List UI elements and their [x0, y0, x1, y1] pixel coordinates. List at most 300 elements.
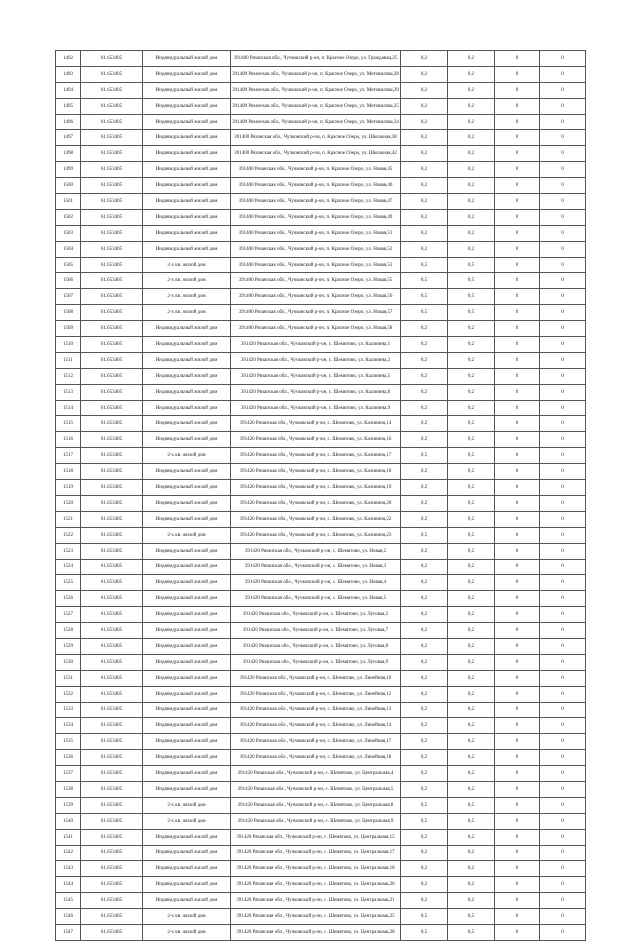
row-number-cell: 1496: [56, 114, 81, 130]
value-3-cell: 0: [495, 734, 540, 750]
value-4-cell: 0: [540, 480, 586, 496]
value-2-cell: 0,2: [448, 607, 495, 623]
value-1-cell: 0,2: [401, 877, 448, 893]
value-2-cell: 0,2: [448, 51, 495, 67]
cadastral-code-cell: 61.653405: [81, 670, 143, 686]
value-1-cell: 0,2: [401, 480, 448, 496]
cadastral-code-cell: 61.653405: [81, 82, 143, 98]
value-3-cell: 0: [495, 432, 540, 448]
value-4-cell: 0: [540, 321, 586, 337]
value-1-cell: 0,5: [401, 257, 448, 273]
building-type-cell: 2-х кв. жилой дом: [143, 797, 231, 813]
value-2-cell: 0,2: [448, 114, 495, 130]
value-2-cell: 0,2: [448, 432, 495, 448]
address-cell: 391400 Рязанская обл., Чучковский р-он, п. Красное Озеро, ул. Новая,51: [231, 225, 401, 241]
table-row: [56, 448, 586, 464]
value-4-cell: 0: [540, 66, 586, 82]
value-1-cell: 0,2: [401, 591, 448, 607]
building-type-cell: 2-х кв. жилой дом: [143, 273, 231, 289]
cadastral-code-cell: 61.653405: [81, 813, 143, 829]
address-cell: 391400 Рязанская обл., Чучковский р-он, п. Красное Озеро, ул. Мотовилова,28: [231, 66, 401, 82]
value-4-cell: 0: [540, 718, 586, 734]
value-3-cell: 0: [495, 289, 540, 305]
building-type-cell: 2-х кв. жилой дом: [143, 924, 231, 940]
row-number-cell: 1534: [56, 718, 81, 734]
row-number-cell: 1511: [56, 352, 81, 368]
value-2-cell: 0,2: [448, 511, 495, 527]
cadastral-code-cell: 61.653405: [81, 305, 143, 321]
table-row: [56, 829, 586, 845]
building-type-cell: Индивидуальный жилой дом: [143, 766, 231, 782]
table-row: [56, 464, 586, 480]
table-row: [56, 511, 586, 527]
table-row: [56, 257, 586, 273]
building-type-cell: 2-х кв. жилой дом: [143, 289, 231, 305]
row-number-cell: 1543: [56, 861, 81, 877]
table-row: [56, 718, 586, 734]
cadastral-code-cell: 61.653405: [81, 623, 143, 639]
value-2-cell: 0,2: [448, 337, 495, 353]
address-cell: 391400 Рязанская обл., Чучковский р-он, п. Красное Озеро, ул. Мотовилова,35: [231, 98, 401, 114]
cadastral-code-cell: 61.653405: [81, 766, 143, 782]
value-3-cell: 0: [495, 209, 540, 225]
value-4-cell: 0: [540, 781, 586, 797]
value-4-cell: 0: [540, 543, 586, 559]
value-1-cell: 0,2: [401, 146, 448, 162]
value-4-cell: 0: [540, 495, 586, 511]
value-1-cell: 0,2: [401, 130, 448, 146]
cadastral-code-cell: 61.653405: [81, 225, 143, 241]
address-cell: 391420 Рязанская обл., Чучковский р-он, с. Шемятово, ул. Новая,4: [231, 575, 401, 591]
cadastral-code-cell: 61.653405: [81, 702, 143, 718]
row-number-cell: 1540: [56, 813, 81, 829]
address-cell: 391420 Рязанская обл., Чучковский р-он, с. Шемятово, ул. Калинина,20: [231, 495, 401, 511]
address-cell: 391420 Рязанская обл., Чучковский р-он, с. Шемятово, ул. Новая,2: [231, 543, 401, 559]
address-cell: 391420 Рязанская обл., Чучковский р-он, с. Шемятово, ул. Калинина,1: [231, 337, 401, 353]
value-1-cell: 0,2: [401, 194, 448, 210]
value-1-cell: 0,2: [401, 511, 448, 527]
value-4-cell: 0: [540, 416, 586, 432]
building-type-cell: Индивидуальный жилой дом: [143, 114, 231, 130]
row-number-cell: 1516: [56, 432, 81, 448]
value-4-cell: 0: [540, 845, 586, 861]
value-3-cell: 0: [495, 750, 540, 766]
cadastral-code-cell: 61.653405: [81, 432, 143, 448]
value-3-cell: 0: [495, 638, 540, 654]
row-number-cell: 1538: [56, 781, 81, 797]
table-row: [56, 527, 586, 543]
address-cell: 391420 Рязанская обл., Чучковский р-он, с. Шемятово, ул. Калинина,16: [231, 432, 401, 448]
row-number-cell: 1520: [56, 495, 81, 511]
value-2-cell: 0,2: [448, 384, 495, 400]
value-1-cell: 0,2: [401, 654, 448, 670]
value-1-cell: 0,2: [401, 384, 448, 400]
value-1-cell: 0,2: [401, 416, 448, 432]
cadastral-code-cell: 61.653405: [81, 877, 143, 893]
value-2-cell: 0,2: [448, 591, 495, 607]
address-cell: 391420 Рязанская обл., Чучковский р-он, с. Шемятово, ул. Калинина,18: [231, 464, 401, 480]
table-row: [56, 114, 586, 130]
row-number-cell: 1526: [56, 591, 81, 607]
value-3-cell: 0: [495, 893, 540, 909]
value-2-cell: 0,2: [448, 877, 495, 893]
value-4-cell: 0: [540, 829, 586, 845]
value-1-cell: 0,5: [401, 289, 448, 305]
building-type-cell: Индивидуальный жилой дом: [143, 877, 231, 893]
address-cell: 391420 Рязанская обл., Чучковский р-он, с. Шемятово, ул. Луговая,8: [231, 638, 401, 654]
value-2-cell: 0,2: [448, 543, 495, 559]
row-number-cell: 1523: [56, 543, 81, 559]
row-number-cell: 1512: [56, 368, 81, 384]
value-2-cell: 0,2: [448, 352, 495, 368]
row-number-cell: 1501: [56, 194, 81, 210]
address-cell: 391400 Рязанская обл., Чучковский р-он, п. Красное Озеро, ул. Новая,57: [231, 305, 401, 321]
cadastral-code-cell: 61.653405: [81, 321, 143, 337]
value-2-cell: 0,2: [448, 718, 495, 734]
cadastral-code-cell: 61.653405: [81, 734, 143, 750]
value-4-cell: 0: [540, 909, 586, 925]
value-2-cell: 0,2: [448, 495, 495, 511]
value-1-cell: 0,2: [401, 368, 448, 384]
cadastral-code-cell: 61.653405: [81, 845, 143, 861]
building-type-cell: Индивидуальный жилой дом: [143, 51, 231, 67]
value-1-cell: 0,2: [401, 337, 448, 353]
building-type-cell: Индивидуальный жилой дом: [143, 495, 231, 511]
building-type-cell: 2-х кв. жилой дом: [143, 257, 231, 273]
table-row: [56, 273, 586, 289]
value-3-cell: 0: [495, 416, 540, 432]
address-cell: 391420 Рязанская обл., Чучковский р-он, с. Шемятово, ул. Новая,3: [231, 559, 401, 575]
value-2-cell: 0,5: [448, 305, 495, 321]
building-type-cell: Индивидуальный жилой дом: [143, 861, 231, 877]
table-row: [56, 654, 586, 670]
table-row: [56, 591, 586, 607]
building-type-cell: Индивидуальный жилой дом: [143, 702, 231, 718]
table-row: [56, 352, 586, 368]
address-cell: 391400 Рязанская обл., Чучковский р-он, п. Красное Озеро, ул. Новая,47: [231, 194, 401, 210]
address-cell: 391420 Рязанская обл., Чучковский р-он, с. Шемятово, ул. Линейная,13: [231, 702, 401, 718]
cadastral-code-cell: 61.653405: [81, 924, 143, 940]
table-row: [56, 146, 586, 162]
address-cell: 391420 Рязанская обл., Чучковский р-он, с. Шемятово, ул. Калинина,22: [231, 511, 401, 527]
cadastral-code-cell: 61.653405: [81, 448, 143, 464]
building-type-cell: Индивидуальный жилой дом: [143, 607, 231, 623]
value-1-cell: 0,2: [401, 241, 448, 257]
row-number-cell: 1502: [56, 209, 81, 225]
building-type-cell: Индивидуальный жилой дом: [143, 368, 231, 384]
value-4-cell: 0: [540, 861, 586, 877]
value-2-cell: 0,2: [448, 829, 495, 845]
building-type-cell: Индивидуальный жилой дом: [143, 781, 231, 797]
table-row: [56, 893, 586, 909]
value-1-cell: 0,5: [401, 448, 448, 464]
address-cell: 391420 Рязанская обл., Чучковский р-он, с. Шемятово, ул. Калинина,23: [231, 527, 401, 543]
value-2-cell: 0,5: [448, 448, 495, 464]
row-number-cell: 1508: [56, 305, 81, 321]
address-cell: 391420 Рязанская обл., Чучковский р-он, с. Шемятово, ул. Линейная,10: [231, 670, 401, 686]
value-2-cell: 0,2: [448, 209, 495, 225]
table-row: [56, 638, 586, 654]
document-page: [55, 50, 585, 941]
building-type-cell: Индивидуальный жилой дом: [143, 241, 231, 257]
value-1-cell: 0,2: [401, 51, 448, 67]
value-4-cell: 0: [540, 257, 586, 273]
cadastral-code-cell: 61.653405: [81, 654, 143, 670]
value-3-cell: 0: [495, 337, 540, 353]
value-2-cell: 0,2: [448, 480, 495, 496]
value-4-cell: 0: [540, 337, 586, 353]
value-3-cell: 0: [495, 241, 540, 257]
building-type-cell: Индивидуальный жилой дом: [143, 337, 231, 353]
value-4-cell: 0: [540, 924, 586, 940]
value-1-cell: 0,2: [401, 623, 448, 639]
cadastral-code-cell: 61.653405: [81, 797, 143, 813]
row-number-cell: 1533: [56, 702, 81, 718]
cadastral-code-cell: 61.653405: [81, 130, 143, 146]
row-number-cell: 1541: [56, 829, 81, 845]
value-1-cell: 0,5: [401, 305, 448, 321]
cadastral-code-cell: 61.653405: [81, 289, 143, 305]
table-row: [56, 797, 586, 813]
value-3-cell: 0: [495, 130, 540, 146]
cadastral-code-cell: 61.653405: [81, 511, 143, 527]
value-2-cell: 0,2: [448, 734, 495, 750]
value-1-cell: 0,2: [401, 178, 448, 194]
table-row: [56, 209, 586, 225]
table-row: [56, 225, 586, 241]
cadastral-code-cell: 61.653405: [81, 861, 143, 877]
building-type-cell: Индивидуальный жилой дом: [143, 225, 231, 241]
address-cell: 391420 Рязанская обл., Чучковский р-он, с. Шемятово, ул. Линейная,14: [231, 718, 401, 734]
value-4-cell: 0: [540, 702, 586, 718]
value-3-cell: 0: [495, 384, 540, 400]
row-number-cell: 1514: [56, 400, 81, 416]
value-2-cell: 0,5: [448, 924, 495, 940]
row-number-cell: 1503: [56, 225, 81, 241]
row-number-cell: 1544: [56, 877, 81, 893]
cadastral-code-cell: 61.653405: [81, 829, 143, 845]
building-type-cell: Индивидуальный жилой дом: [143, 893, 231, 909]
building-type-cell: Индивидуальный жилой дом: [143, 321, 231, 337]
value-3-cell: 0: [495, 146, 540, 162]
value-3-cell: 0: [495, 352, 540, 368]
value-3-cell: 0: [495, 527, 540, 543]
row-number-cell: 1519: [56, 480, 81, 496]
value-4-cell: 0: [540, 877, 586, 893]
row-number-cell: 1522: [56, 527, 81, 543]
value-2-cell: 0,5: [448, 527, 495, 543]
value-4-cell: 0: [540, 638, 586, 654]
table-row: [56, 623, 586, 639]
value-3-cell: 0: [495, 623, 540, 639]
value-3-cell: 0: [495, 924, 540, 940]
cadastral-code-cell: 61.653405: [81, 686, 143, 702]
value-3-cell: 0: [495, 607, 540, 623]
row-number-cell: 1498: [56, 146, 81, 162]
value-2-cell: 0,2: [448, 194, 495, 210]
value-3-cell: 0: [495, 114, 540, 130]
building-type-cell: Индивидуальный жилой дом: [143, 194, 231, 210]
table-row: [56, 432, 586, 448]
value-4-cell: 0: [540, 623, 586, 639]
value-2-cell: 0,2: [448, 130, 495, 146]
building-type-cell: Индивидуальный жилой дом: [143, 670, 231, 686]
value-3-cell: 0: [495, 686, 540, 702]
cadastral-code-cell: 61.653405: [81, 241, 143, 257]
address-cell: 391400 Рязанская обл., Чучковский р-он, п. Красное Озеро, ул. Новая,55: [231, 273, 401, 289]
value-2-cell: 0,2: [448, 146, 495, 162]
value-2-cell: 0,2: [448, 638, 495, 654]
value-4-cell: 0: [540, 178, 586, 194]
value-3-cell: 0: [495, 559, 540, 575]
table-row: [56, 607, 586, 623]
building-type-cell: Индивидуальный жилой дом: [143, 384, 231, 400]
value-4-cell: 0: [540, 766, 586, 782]
value-3-cell: 0: [495, 861, 540, 877]
cadastral-code-cell: 61.653405: [81, 527, 143, 543]
address-cell: 391420 Рязанская обл., Чучковский р-он, с. Шемятово, ул. Калинина,5: [231, 368, 401, 384]
address-cell: 391400 Рязанская обл., Чучковский р-он, п. Красное Озеро, ул. Новая,45: [231, 162, 401, 178]
value-2-cell: 0,2: [448, 98, 495, 114]
address-cell: 391400 Рязанская обл., Чучковский р-он, п. Красное Озеро, ул. Новая,58: [231, 321, 401, 337]
value-4-cell: 0: [540, 575, 586, 591]
value-3-cell: 0: [495, 51, 540, 67]
value-3-cell: 0: [495, 225, 540, 241]
building-type-cell: Индивидуальный жилой дом: [143, 750, 231, 766]
value-4-cell: 0: [540, 654, 586, 670]
value-4-cell: 0: [540, 114, 586, 130]
table-row: [56, 575, 586, 591]
address-cell: 391400 Рязанская обл., Чучковский р-он, п. Красное Озеро, ул. Гражданка,25: [231, 51, 401, 67]
row-number-cell: 1542: [56, 845, 81, 861]
row-number-cell: 1537: [56, 766, 81, 782]
address-cell: 391420 Рязанская обл., Чучковский р-он, с. Шемятово, ул. Центральная,15: [231, 829, 401, 845]
value-2-cell: 0,2: [448, 321, 495, 337]
value-4-cell: 0: [540, 511, 586, 527]
value-3-cell: 0: [495, 305, 540, 321]
value-2-cell: 0,5: [448, 289, 495, 305]
table-row: [56, 384, 586, 400]
cadastral-code-cell: 61.653405: [81, 51, 143, 67]
building-type-cell: Индивидуальный жилой дом: [143, 416, 231, 432]
building-type-cell: Индивидуальный жилой дом: [143, 543, 231, 559]
building-type-cell: Индивидуальный жилой дом: [143, 130, 231, 146]
cadastral-code-cell: 61.653405: [81, 66, 143, 82]
address-cell: 391400 Рязанская обл., Чучковский р-он, п. Красное Озеро, ул. Новая,56: [231, 289, 401, 305]
address-cell: 391400 Рязанская обл., Чучковский р-он, п. Красное Озеро, ул. Новая,52: [231, 241, 401, 257]
row-number-cell: 1539: [56, 797, 81, 813]
value-3-cell: 0: [495, 575, 540, 591]
address-cell: 391420 Рязанская обл., Чучковский р-он, с. Шемятово, ул. Центральная,18: [231, 861, 401, 877]
value-3-cell: 0: [495, 591, 540, 607]
building-type-cell: Индивидуальный жилой дом: [143, 623, 231, 639]
address-cell: 391420 Рязанская обл., Чучковский р-он, с. Шемятово, ул. Центральная,5: [231, 781, 401, 797]
value-3-cell: 0: [495, 654, 540, 670]
row-number-cell: 1494: [56, 82, 81, 98]
row-number-cell: 1536: [56, 750, 81, 766]
table-row: [56, 400, 586, 416]
value-4-cell: 0: [540, 591, 586, 607]
building-type-cell: Индивидуальный жилой дом: [143, 464, 231, 480]
value-3-cell: 0: [495, 797, 540, 813]
address-cell: 391400 Рязанская обл., Чучковский р-он, п. Красное Озеро, ул. Новая,46: [231, 178, 401, 194]
value-2-cell: 0,2: [448, 178, 495, 194]
value-3-cell: 0: [495, 909, 540, 925]
cadastral-code-cell: 61.653405: [81, 162, 143, 178]
cadastral-code-cell: 61.653405: [81, 591, 143, 607]
table-row: [56, 909, 586, 925]
row-number-cell: 1510: [56, 337, 81, 353]
cadastral-code-cell: 61.653405: [81, 209, 143, 225]
value-3-cell: 0: [495, 495, 540, 511]
value-3-cell: 0: [495, 781, 540, 797]
value-2-cell: 0,5: [448, 909, 495, 925]
value-4-cell: 0: [540, 797, 586, 813]
building-type-cell: Индивидуальный жилой дом: [143, 718, 231, 734]
value-3-cell: 0: [495, 321, 540, 337]
cadastral-code-cell: 61.653405: [81, 416, 143, 432]
value-4-cell: 0: [540, 670, 586, 686]
value-1-cell: 0,2: [401, 432, 448, 448]
value-3-cell: 0: [495, 178, 540, 194]
cadastral-code-cell: 61.653405: [81, 178, 143, 194]
row-number-cell: 1545: [56, 893, 81, 909]
value-1-cell: 0,2: [401, 114, 448, 130]
value-4-cell: 0: [540, 750, 586, 766]
value-4-cell: 0: [540, 98, 586, 114]
value-2-cell: 0,2: [448, 766, 495, 782]
row-number-cell: 1507: [56, 289, 81, 305]
building-type-cell: Индивидуальный жилой дом: [143, 400, 231, 416]
cadastral-code-cell: 61.653405: [81, 575, 143, 591]
value-1-cell: 0,2: [401, 670, 448, 686]
row-number-cell: 1528: [56, 623, 81, 639]
buildings-table: [55, 50, 586, 941]
value-1-cell: 0,2: [401, 766, 448, 782]
value-4-cell: 0: [540, 384, 586, 400]
table-row: [56, 813, 586, 829]
value-1-cell: 0,2: [401, 543, 448, 559]
value-3-cell: 0: [495, 162, 540, 178]
building-type-cell: Индивидуальный жилой дом: [143, 66, 231, 82]
cadastral-code-cell: 61.653405: [81, 194, 143, 210]
table-row: [56, 305, 586, 321]
cadastral-code-cell: 61.653405: [81, 257, 143, 273]
table-row: [56, 686, 586, 702]
building-type-cell: 2-х кв. жилой дом: [143, 527, 231, 543]
address-cell: 391420 Рязанская обл., Чучковский р-он, с. Шемятово, ул. Новая,5: [231, 591, 401, 607]
value-2-cell: 0,2: [448, 66, 495, 82]
address-cell: 391420 Рязанская обл., Чучковский р-он, с. Шемятово, ул. Центральная,4: [231, 766, 401, 782]
table-row: [56, 495, 586, 511]
value-4-cell: 0: [540, 813, 586, 829]
address-cell: 391420 Рязанская обл., Чучковский р-он, с. Шемятово, ул. Луговая,9: [231, 654, 401, 670]
value-1-cell: 0,2: [401, 829, 448, 845]
cadastral-code-cell: 61.653405: [81, 781, 143, 797]
row-number-cell: 1518: [56, 464, 81, 480]
table-row: [56, 66, 586, 82]
value-1-cell: 0,2: [401, 718, 448, 734]
table-row: [56, 162, 586, 178]
table-row: [56, 130, 586, 146]
table-row: [56, 289, 586, 305]
building-type-cell: Индивидуальный жилой дом: [143, 162, 231, 178]
address-cell: 391420 Рязанская обл., Чучковский р-он, с. Шемятово, ул. Центральная,25: [231, 909, 401, 925]
row-number-cell: 1535: [56, 734, 81, 750]
value-4-cell: 0: [540, 448, 586, 464]
building-type-cell: Индивидуальный жилой дом: [143, 654, 231, 670]
address-cell: 391420 Рязанская обл., Чучковский р-он, с. Шемятово, ул. Калинина,14: [231, 416, 401, 432]
